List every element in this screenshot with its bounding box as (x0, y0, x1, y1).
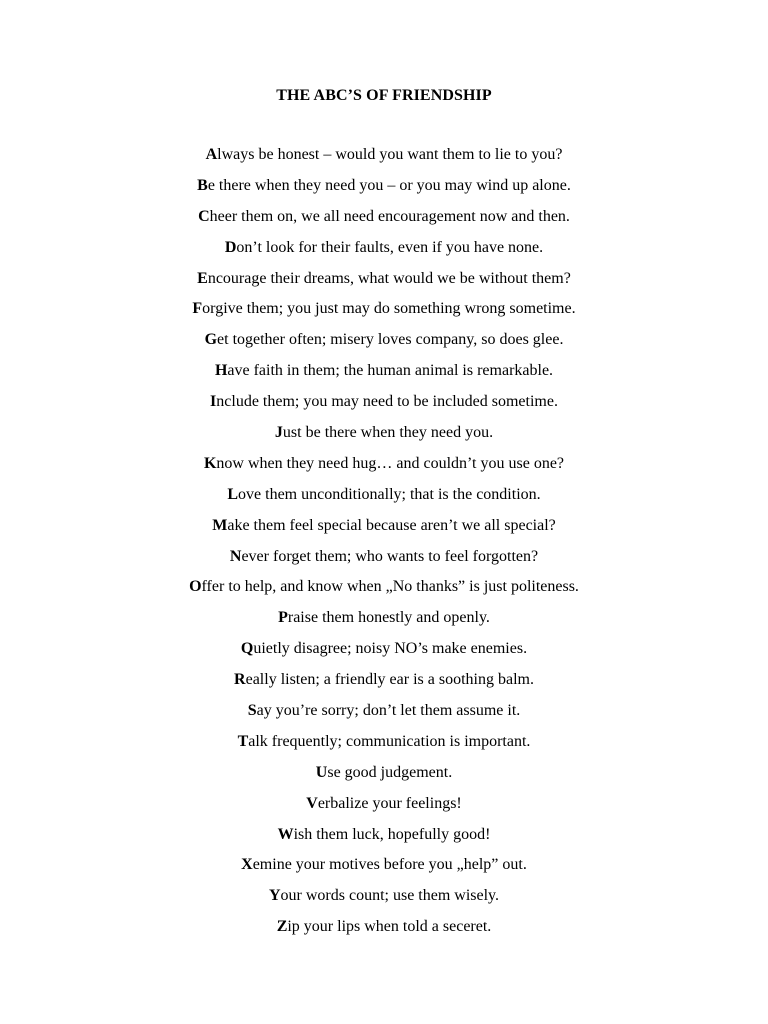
verse-line (0, 329, 768, 360)
verse-initial-letter: E (197, 269, 208, 287)
verse-initial-letter: H (214, 362, 228, 380)
verse-line (0, 175, 768, 206)
verse-initial-letter: Z (276, 918, 288, 936)
verse-line (0, 546, 768, 577)
verse-initial-letter: G (204, 331, 218, 349)
verse-initial-letter: W (277, 825, 294, 843)
verse-initial-letter: A (205, 146, 218, 163)
verse-text: heer them on, we all need encouragement now and then. (209, 207, 570, 225)
verse-text: nclude them; you may need to be included sometime. (216, 393, 558, 411)
verse-text: et together often; misery loves company, so does glee. (217, 331, 564, 349)
verse-line (0, 298, 768, 329)
verse-text: orgive them; you just may do something wrong sometime. (202, 300, 576, 318)
verse-text: ish them luck, hopefully good! (293, 825, 491, 843)
verse-line (0, 360, 768, 391)
verse-initial-letter: Y (268, 887, 281, 905)
verse-text: lways be honest – would you want them to lie to you? (217, 146, 563, 163)
verse-initial-letter: F (192, 300, 203, 318)
verse-text: now when they need hug… and couldn’t you use one? (216, 454, 565, 472)
verse-initial-letter: V (306, 794, 318, 812)
verse-line (0, 731, 768, 762)
verse-initial-letter: B (197, 176, 208, 194)
verse-initial-letter: R (234, 671, 246, 689)
verse-line (0, 268, 768, 299)
verse-initial-letter: C (198, 207, 210, 225)
verse-initial-letter: K (203, 454, 217, 472)
verse-line (0, 793, 768, 824)
verse-line (0, 422, 768, 453)
verse-line (0, 669, 768, 700)
verse-text: ncourage their dreams, what would we be without them? (207, 269, 571, 287)
verse-line (0, 515, 768, 546)
verse-text: ever forget them; who wants to feel forgotten? (241, 547, 539, 565)
verse-text: ffer to help, and know when „No thanks” is just politeness. (201, 578, 579, 596)
verse-line (0, 700, 768, 731)
verse-line (0, 237, 768, 268)
verse-initial-letter: U (315, 763, 328, 781)
verse-text: e there when they need you – or you may wind up alone. (207, 176, 571, 194)
verse-initial-letter: J (274, 424, 283, 442)
verse-line (0, 762, 768, 793)
verse-initial-letter: T (237, 732, 249, 750)
verse-initial-letter: D (224, 238, 237, 256)
verse-line (0, 484, 768, 515)
verse-initial-letter: O (189, 578, 202, 596)
verse-line (0, 453, 768, 484)
verse-list (0, 144, 768, 947)
verse-line (0, 391, 768, 422)
verse-text: alk frequently; communication is important. (248, 732, 531, 750)
verse-text: ake them feel special because aren’t we all special? (227, 516, 556, 534)
verse-text: eally listen; a friendly ear is a soothing balm. (245, 671, 534, 689)
verse-text: emine your motives before you „help” out. (252, 856, 527, 874)
verse-text: ust be there when they need you. (282, 424, 494, 442)
verse-text: ove them unconditionally; that is the condition. (238, 485, 541, 503)
verse-text: on’t look for their faults, even if you have none. (236, 238, 544, 256)
verse-text: raise them honestly and openly. (287, 609, 490, 627)
verse-initial-letter: I (210, 393, 217, 411)
verse-initial-letter: L (227, 485, 239, 503)
verse-line (0, 206, 768, 237)
verse-initial-letter: X (241, 856, 253, 874)
verse-line (0, 885, 768, 916)
verse-line (0, 638, 768, 669)
verse-initial-letter: S (247, 702, 257, 720)
verse-line (0, 854, 768, 885)
verse-text: se good judgement. (327, 763, 453, 781)
verse-text: uietly disagree; noisy NO’s make enemies. (253, 640, 528, 658)
verse-line (0, 916, 768, 947)
verse-initial-letter: M (212, 516, 228, 534)
verse-initial-letter: N (229, 547, 242, 565)
verse-line (0, 576, 768, 607)
verse-initial-letter: Q (240, 640, 254, 658)
verse-line (0, 607, 768, 638)
verse-text: ip your lips when told a seceret. (287, 918, 492, 936)
verse-initial-letter: P (278, 609, 288, 627)
document-title: THE ABC’S OF FRIENDSHIP (276, 87, 492, 104)
verse-text: erbalize your feelings! (317, 794, 462, 812)
verse-text: our words count; use them wisely. (280, 887, 500, 905)
verse-line (0, 144, 768, 175)
verse-text: ave faith in them; the human animal is remarkable. (227, 362, 554, 380)
verse-line (0, 824, 768, 855)
verse-text: ay you’re sorry; don’t let them assume it. (256, 702, 521, 720)
